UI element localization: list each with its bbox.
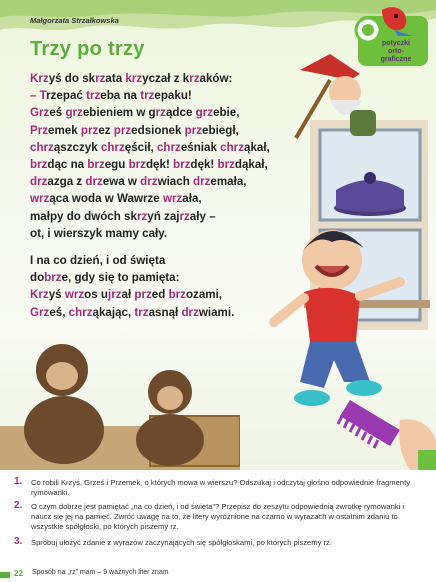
highlighted-consonant-group: grz — [65, 106, 83, 120]
highlighted-consonant-group: drz — [30, 175, 48, 189]
question-number: 3. — [14, 536, 23, 547]
highlighted-consonant-group: brz — [168, 288, 186, 302]
highlighted-consonant-group: drz — [85, 175, 103, 189]
poem-text: dęk! — [145, 158, 174, 172]
poem-text: emek — [48, 123, 81, 137]
footer-accent-bar — [0, 572, 10, 578]
highlighted-consonant-group: grz — [195, 106, 214, 120]
poem-line — [30, 156, 330, 173]
highlighted-consonant-group: trz — [86, 89, 101, 103]
poem-text: do — [30, 271, 45, 285]
poem-text: ała, — [182, 192, 202, 206]
poem-text: ęścił, — [124, 140, 157, 154]
poem-text: ąca woda w Wawrz — [49, 192, 154, 206]
highlighted-consonant-group: brz — [87, 158, 105, 172]
highlighted-consonant-group: prz — [80, 123, 99, 137]
poem-text: dąkał, — [234, 158, 268, 172]
question-text: O czym dobrze jest pamiętać „na co dzień, i od święta”? Przepisz do zeszytu odpowiednią zwrotkę rymowanki i naucz się jej na pamięć. Zwróć uwagę na to, że litery wyróżnione na czarno w wyrazach w ostatnim zdaniu to wszystkie spółgłoski, po których piszemy rz. — [31, 502, 405, 531]
poem-text: azga z — [47, 175, 86, 189]
highlighted-consonant-group: brz — [217, 158, 235, 172]
highlighted-consonant-group: krz — [125, 72, 143, 85]
poem-text: wiach — [157, 175, 194, 189]
poem-text: I na co dzień, i od święta — [30, 254, 166, 267]
poem-line — [30, 208, 330, 225]
highlighted-consonant-group: Krz — [30, 72, 49, 85]
poem-text: emała, — [210, 175, 247, 189]
poem-line — [30, 252, 330, 269]
question-text: Co robili Krzyś, Grześ i Przemek, o których mowa w wierszu? Odszukaj i odczytaj głośno odpowiednie fragmenty rymowanki. — [31, 478, 410, 497]
highlighted-consonant-group: wrz — [64, 288, 85, 302]
poem-text: ewa w — [102, 175, 141, 189]
poem-text: ed — [151, 288, 169, 302]
poem-text: ot, i wierszyk mamy cały. — [30, 226, 168, 240]
poem-line — [30, 304, 330, 321]
poem-line — [30, 286, 330, 303]
poem-text: yń zaj — [147, 209, 180, 223]
highlighted-consonant-group: prz — [184, 123, 203, 137]
highlighted-consonant-group: – T — [30, 89, 47, 103]
poem-text: wiami. — [198, 305, 235, 319]
highlighted-consonant-group: drz — [181, 305, 199, 319]
poem-line — [30, 70, 330, 87]
poem-line — [30, 87, 330, 104]
highlighted-consonant-group: rz — [179, 209, 190, 223]
highlighted-consonant-group: Krz — [30, 288, 49, 302]
poem-text: edsionek — [131, 123, 185, 137]
highlighted-consonant-group: prz — [113, 123, 132, 137]
poem-text: ądce — [165, 106, 196, 120]
poem-text: ały – — [189, 209, 216, 223]
poem-text: rzepać — [46, 89, 87, 103]
highlighted-consonant-group: brz — [44, 271, 62, 285]
poem-text: ebie, — [213, 106, 240, 120]
hand-with-comb-illustration — [330, 380, 436, 470]
highlighted-consonant-group: brz — [173, 158, 191, 172]
poem-text: ał — [121, 288, 135, 302]
page-footer — [0, 566, 436, 582]
question-text: Spróbuj ułożyć zdanie z wyrazów zaczynających się spółgłoskami, po których piszemy rz. — [31, 538, 332, 547]
poem-line — [30, 122, 330, 139]
poem-line — [30, 173, 330, 190]
poem-text: małpy do dwóch sk — [30, 209, 137, 223]
poem-text: dąc na — [47, 158, 88, 172]
poem-line — [30, 139, 330, 156]
highlighted-consonant-group: rz — [155, 106, 166, 120]
poem-line — [30, 225, 330, 242]
poem-text: ąszczyk — [53, 140, 101, 154]
highlighted-consonant-group: drz — [193, 175, 211, 189]
highlighted-consonant-group: rz — [95, 72, 106, 85]
poem-text: eś, — [49, 305, 69, 319]
poem-text: yś do sk — [48, 72, 96, 85]
poem-stanza-2 — [30, 252, 330, 321]
poem-text: eba na — [100, 89, 141, 103]
poem-text: ata — [105, 72, 126, 85]
poem-text: yczał z k — [142, 72, 190, 85]
highlighted-consonant-group: chrz — [156, 140, 181, 154]
highlighted-consonant-group: rz — [189, 72, 200, 85]
highlighted-consonant-group: brz — [30, 158, 48, 172]
page-number: 22 — [14, 569, 23, 578]
poem-text: ozami, — [185, 288, 223, 302]
badge-line-3: graficzne — [380, 56, 412, 63]
highlighted-consonant-group: jrz — [107, 288, 122, 302]
poem-text: asnął — [148, 305, 182, 319]
badge-line-1: potyczki — [381, 40, 410, 47]
poem-text: eśniak — [180, 140, 221, 154]
poem-title: Trzy po trzy — [30, 38, 145, 60]
poem-stanza-1 — [30, 70, 330, 242]
highlighted-consonant-group: chrz — [220, 140, 244, 154]
poem-text: egu — [104, 158, 129, 172]
poem-text: aków: — [199, 72, 233, 85]
poem-text: dęk! — [190, 158, 218, 172]
poem-text: ąkając, — [92, 305, 135, 319]
footer-chapter-title: Sposób na „rz” mam – 9 ważnych liter znam — [32, 569, 169, 576]
exercise-questions — [0, 470, 436, 562]
highlighted-consonant-group: Grz — [30, 305, 50, 319]
highlighted-consonant-group: wrz — [162, 192, 183, 206]
poem-text: os u — [84, 288, 108, 302]
monkeys-illustration — [0, 330, 240, 470]
poem-text: eś — [49, 106, 66, 120]
poem-text: e — [153, 192, 163, 206]
question-number: 2. — [14, 500, 23, 511]
poem-text: ąkał, — [244, 140, 270, 154]
highlighted-consonant-group: chrz — [30, 140, 54, 154]
poem-text: ebiegł, — [202, 123, 239, 137]
poem-line — [30, 104, 330, 121]
highlighted-consonant-group: Grz — [30, 106, 50, 120]
highlighted-consonant-group: wrz — [30, 192, 50, 206]
poem-text: yś — [48, 288, 65, 302]
highlighted-consonant-group: Prz — [30, 123, 49, 137]
poem-line — [30, 190, 330, 207]
highlighted-consonant-group: prz — [134, 288, 152, 302]
highlighted-consonant-group: chrz — [100, 140, 125, 154]
poem-text: ez — [98, 123, 114, 137]
poem-line — [30, 269, 330, 286]
highlighted-consonant-group: trz — [140, 89, 155, 103]
highlighted-consonant-group: trz — [134, 305, 149, 319]
poem-text: epaku! — [154, 89, 192, 103]
highlighted-consonant-group: rz — [136, 209, 148, 223]
highlighted-consonant-group: brz — [128, 158, 146, 172]
poem-text: e, gdy się to pamięta: — [61, 271, 180, 285]
highlighted-consonant-group: chrz — [68, 305, 93, 319]
poem-author: Małgorzata Strzałkowska — [30, 16, 119, 25]
highlighted-consonant-group: drz — [140, 175, 158, 189]
question-number: 1. — [14, 476, 23, 487]
badge-line-2: orto- — [388, 48, 404, 55]
poem-text: ebieniem w g — [82, 106, 156, 120]
